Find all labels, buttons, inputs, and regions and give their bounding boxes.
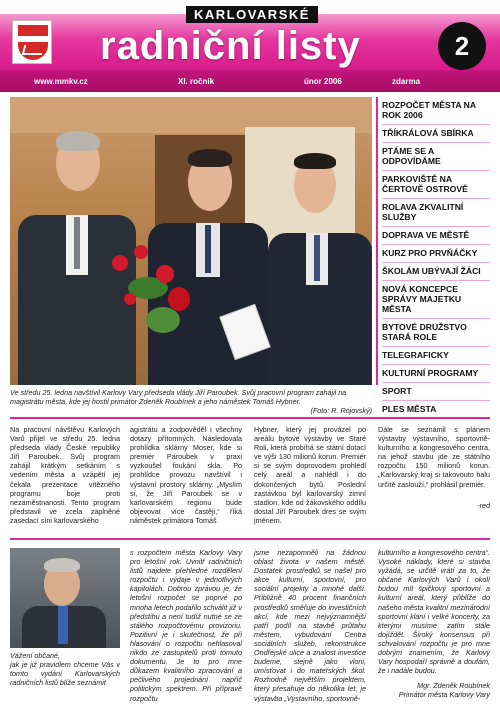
section-divider: [10, 417, 490, 419]
price-label: zdarma: [392, 76, 421, 86]
photo-credit: (Foto: R. Rojovský): [310, 406, 372, 415]
bouquet-flower: [112, 255, 128, 271]
photo-tie-center: [205, 225, 211, 273]
toc-item-sport[interactable]: SPORT: [382, 383, 490, 401]
article1-column-4-text: Dále se seznámil s plánem výstavby výstavního, sportovně-kulturního a kongresového centra, na jehož stavbu jde ze státního rozpočtu 150 milionů korun. „Karlovarský kraj si takovouto halu určitě zaslouží,“ prohlásil premiér.: [378, 425, 490, 489]
toc-item-skolam[interactable]: ŠKOLÁM UBÝVAJÍ ŽÁCI: [382, 263, 490, 281]
issue-date: únor 2006: [304, 76, 342, 86]
bouquet-flower: [168, 287, 190, 311]
city-crest-icon: [12, 20, 52, 64]
article1-column-2: agistrátu a zodpověděl i všechny dotazy přítomných. Následovala prohlídka sklárny Moser, kde si premiér Paroubek v praxi vyzkoušel foukání skla. Po prohlídce provozu navštívil i výstavní prostory sklárny. „Myslím si, že Jiří Paroubek se v karlovarském regionu bude objevovat více častěji,“ říká náměstek primátora Tomáš: [130, 425, 242, 525]
portrait-tie: [58, 606, 68, 644]
article2-signature-name: Mgr. Zdeněk Roubínek: [417, 681, 490, 690]
contents-sidebar: [376, 97, 490, 414]
photo-caption-text: Ve středu 25. ledna navštívil Karlovy Vary předseda vlády Jiří Paroubek. Svůj pracovní program zahájil na magistrátu města, kde jej hostil primátor Zdeněk Roubínek a jeho náměstek Tomáš Hybner.: [10, 388, 347, 406]
photo-bouquet: [98, 237, 198, 347]
article2-signature-role: Primátor města Karlovy Vary: [398, 690, 490, 699]
main-photo: [10, 97, 372, 385]
toc-item-rozpocet[interactable]: ROZPOČET MĚSTA NA ROK 2006: [382, 97, 490, 125]
masthead-kicker: KARLOVARSKÉ: [186, 6, 318, 23]
article2-column-4: kulturního a kongresového centra“. Vysoké náklady, které si stavba vyžádá, se určitě vrátí za to, že občané Karlových Varů i okolí budou mít špičkový sportovní a kulturní areál, který přiblíže do našeho města kvalitní mezinárodní sportovní klání i velké koncerty, za kterými musíme zatím stále dojíždět. Široký konsensus při schvalování rozpočtu je pro mne dobrým znamením, že Karlovy Vary hospodaří správně a doufám, že i nadále budou.: [378, 548, 490, 676]
article1-column-1: Na pracovní návštěvu Karlových Varů přijel ve středu 25. ledna předseda vlády České republiky Jiří Paroubek. Svůj program zahájil krátkým setkáním s vedením města a vzápětí jej čekala prezentace vítězného programu boje proti nezaměstnanosti. Tento program představil ve zcela zaplněné zasedací síni karlovarského: [10, 425, 120, 525]
article1-signature: -red: [477, 500, 490, 510]
article2-column-3: jsme nezapomněli na žádnou oblast života v našem městě. Dostatek prostředků se našel pro akce kulturní, sportovní, pro sociální projekty a mnohé další. Přibližně 40 procent finančních prostředků směřuje do investičních akcí, kde mezi nejvýznamnější patří podíl na stavbě průtahu městem, vybudování Centra sociálních služeb, rekonstrukce Ondřejské ulice a znalost investice budeme, stejně jako vloni, umísťovat i do mateřských škol. Rozhodně největším projektem, který přesahuje do několika let, je výstavba „Výstavního, sportovně-: [254, 548, 366, 703]
article2-column-2: s rozpočtem města Karlovy Vary pro letošní rok. Uvnitř radničních listů najdete přehledné rozdělení rozpočtu i výdaje v jednotlivých kapitolách. Dobrou zprávou je, že letošní rozpočet se poprvé po mnoha letech podařilo schválit již v předstihu a není tudíž nutné se ze stálého rozpočtovému provizoriu. Pozitivní je i skutečnost, že při hlasování o rozpočtu nehlasoval nikdo ze zastupitelů proti tomuto dokumentu. Je to pro mne důkazem kvalitního zpracování a pečlivého projednání napříč politickým spektrem. Při přípravě rozpočtu: [130, 548, 242, 703]
article1-column-4: [378, 425, 490, 510]
masthead-info-bar: [0, 70, 500, 92]
bouquet-flower: [134, 245, 148, 259]
toc-item-ples[interactable]: PLES MĚSTA: [382, 404, 437, 414]
toc-item-trikralova-sbirka[interactable]: TŘÍKRÁLOVÁ SBÍRKA: [382, 125, 490, 143]
mayor-portrait: [10, 548, 120, 648]
article1-column-3: Hybner, který jej provázel po areálu bytové výstavby ve Staré Roli, která probíhá se státní dotací ve výši 130 milionů korun. Premiér si se svým doprovodem prohlédl celý areál a nahlédl i do dokončených bytů. Poslední zastávkou byl karlovarský zimní stadion, kde od žákovského oddílu dostal Jiří Paroubek dres se svým jménem.: [254, 425, 366, 525]
toc-item-bytove-druzstvo[interactable]: BYTOVÉ DRUŽSTVO STARÁ ROLE: [382, 319, 490, 347]
toc-item-ptame-se[interactable]: PTÁME SE A ODPOVÍDÁME: [382, 143, 490, 171]
volume-label: XI. ročník: [178, 76, 215, 86]
masthead: [0, 0, 500, 92]
toc-item-doprava[interactable]: DOPRAVA VE MĚSTĚ: [382, 227, 490, 245]
photo-caption: [10, 388, 372, 415]
bouquet-flower: [124, 293, 136, 305]
bouquet-leaf: [146, 307, 180, 333]
article2-signature: [370, 681, 490, 699]
photo-hair-right: [294, 153, 336, 169]
crest-lion-icon: [22, 45, 45, 55]
toc-item-telegraficky[interactable]: TELEGRAFICKY: [382, 347, 490, 365]
portrait-hair: [44, 558, 80, 572]
photo-hair-left: [56, 131, 100, 151]
photo-tie-left: [74, 217, 80, 269]
toc-item-kurz[interactable]: KURZ PRO PRVŇÁČKY: [382, 245, 490, 263]
issue-number-badge: 2: [438, 22, 486, 70]
toc-item-koncepce[interactable]: NOVÁ KONCEPCE SPRÁVY MAJETKU MĚSTA: [382, 281, 490, 319]
section-divider: [10, 538, 490, 540]
masthead-title: radniční listy: [100, 24, 361, 68]
photo-hair-center: [188, 149, 232, 167]
bouquet-flower: [156, 265, 174, 283]
toc-item-parkoviste[interactable]: PARKOVIŠTĚ NA ČERTOVĚ OSTROVĚ: [382, 171, 490, 199]
photo-tie-right: [314, 235, 320, 281]
toc-item-rolava[interactable]: ROLAVA ZKVALITNÍ SLUŽBY: [382, 199, 490, 227]
article2-intro: Vážení občané, jak je již pravidlem chceme Vás v tomto vydání Karlovarských radničních listů blíže seznámit: [10, 651, 120, 688]
crest-stripe: [18, 36, 48, 42]
toc-item-kulturni-programy[interactable]: KULTURNÍ PROGRAMY: [382, 365, 490, 383]
website-link[interactable]: www.mmkv.cz: [34, 76, 88, 86]
